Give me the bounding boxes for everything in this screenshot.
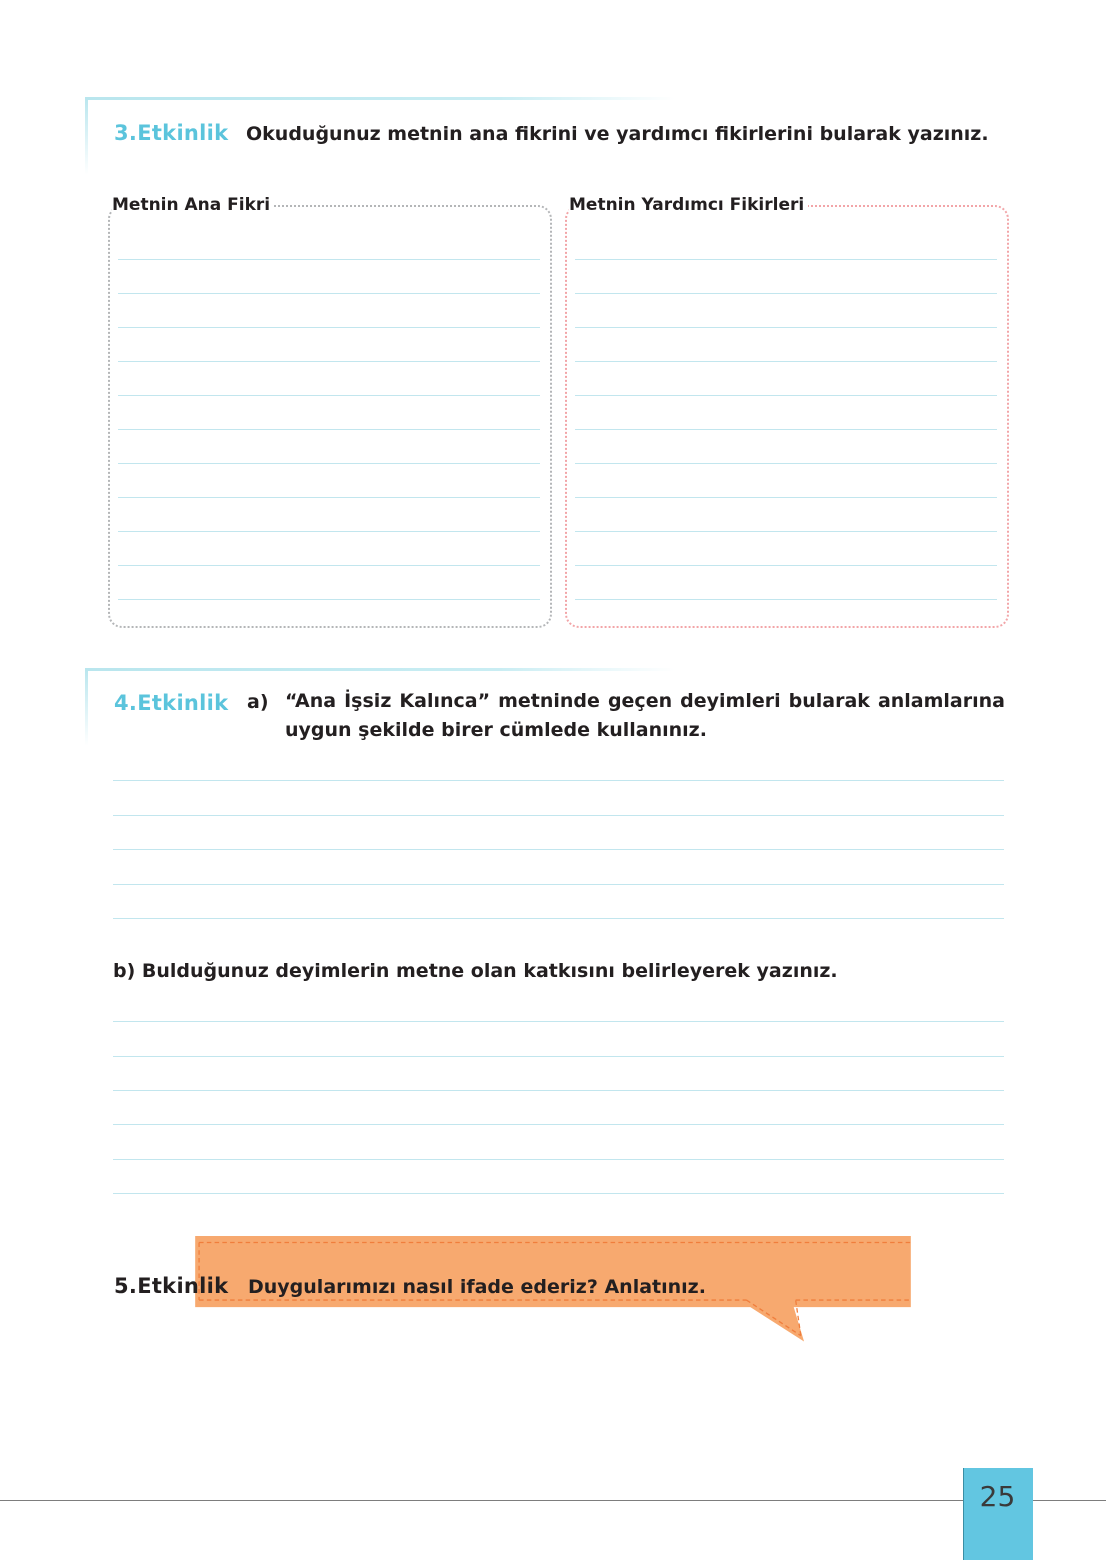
activity5-instruction: Duygularımızı nasıl ifade ederiz? Anlatınız.: [248, 1276, 706, 1298]
writing-line: [113, 815, 1004, 816]
header-left-rule: [85, 97, 88, 175]
main-idea-title: Metnin Ana Fikri: [112, 195, 274, 215]
writing-line: [575, 429, 997, 430]
writing-line: [118, 395, 540, 396]
writing-line: [113, 1021, 1004, 1022]
writing-line: [118, 463, 540, 464]
part-a-line-2: uygun şekilde birer cümlede kullanınız.: [285, 719, 707, 741]
writing-line: [118, 599, 540, 600]
header-left-rule: [85, 668, 88, 746]
part-a-line-1: “Ana İşsiz Kalınca” metninde geçen deyimleri bularak anlamlarına: [285, 690, 1005, 712]
page-number: 25: [979, 1480, 1016, 1513]
writing-line: [118, 361, 540, 362]
writing-line: [113, 1056, 1004, 1057]
writing-line: [113, 1090, 1004, 1091]
writing-line: [113, 884, 1004, 885]
activity3-label: 3.Etkinlik: [114, 121, 229, 145]
footer-rule-right: [1032, 1500, 1106, 1501]
writing-line: [113, 849, 1004, 850]
writing-line: [575, 395, 997, 396]
part-b-instruction: b) Bulduğunuz deyimlerin metne olan katkısını belirleyerek yazınız.: [113, 960, 838, 982]
writing-line: [118, 565, 540, 566]
writing-line: [118, 429, 540, 430]
writing-line: [118, 293, 540, 294]
header-top-rule: [85, 668, 675, 671]
writing-line: [575, 599, 997, 600]
activity3-instruction: Okuduğunuz metnin ana fikrini ve yardımcı fikirlerini bularak yazınız.: [246, 123, 989, 145]
writing-line: [118, 327, 540, 328]
supporting-ideas-title: Metnin Yardımcı Fikirleri: [569, 195, 808, 215]
activity5-label: 5.Etkinlik: [114, 1274, 229, 1298]
writing-line: [575, 293, 997, 294]
part-a-marker: a): [247, 691, 269, 713]
writing-line: [113, 1193, 1004, 1194]
writing-line: [575, 497, 997, 498]
writing-line: [113, 1124, 1004, 1125]
header-top-rule: [85, 97, 675, 100]
part-a-instruction: [285, 687, 1005, 745]
writing-line: [575, 259, 997, 260]
footer-rule-left: [0, 1500, 963, 1501]
writing-line: [118, 531, 540, 532]
activity4-label: 4.Etkinlik: [114, 691, 229, 715]
writing-line: [113, 1159, 1004, 1160]
writing-line: [575, 531, 997, 532]
writing-line: [575, 463, 997, 464]
writing-line: [575, 327, 997, 328]
writing-line: [575, 565, 997, 566]
writing-line: [575, 361, 997, 362]
writing-line: [118, 259, 540, 260]
writing-line: [118, 497, 540, 498]
writing-line: [113, 780, 1004, 781]
writing-line: [113, 918, 1004, 919]
